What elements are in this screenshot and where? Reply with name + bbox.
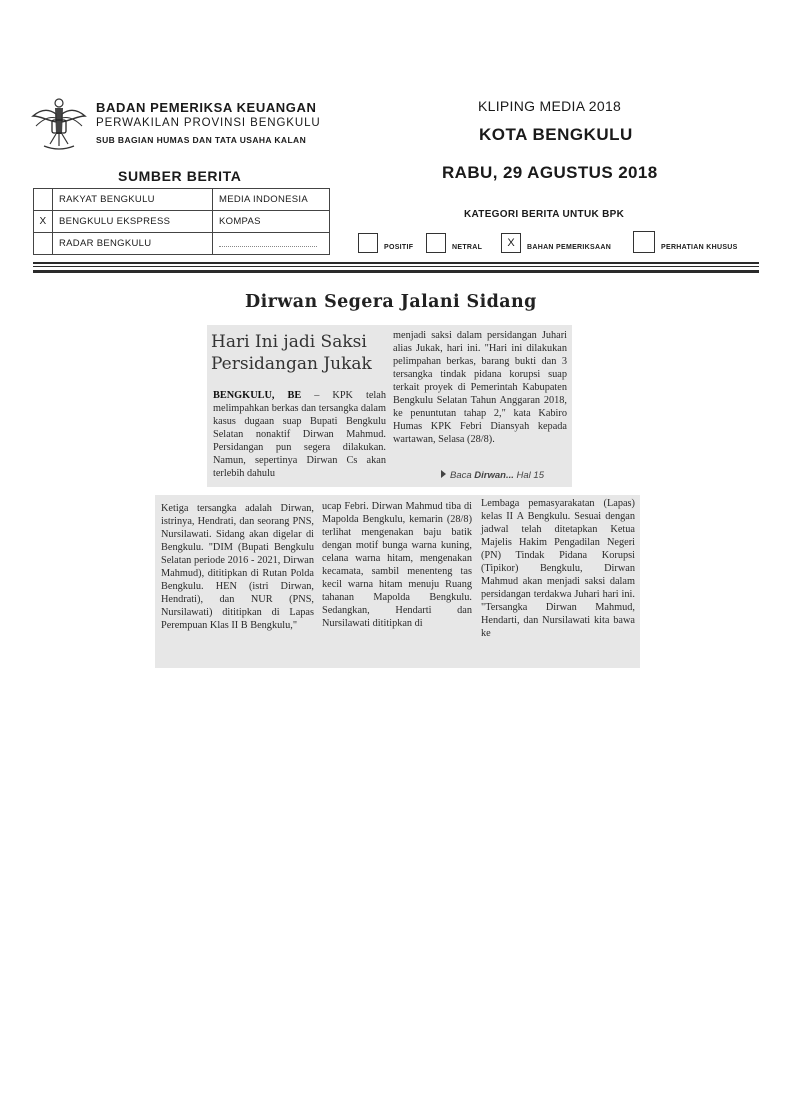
article-column-2: menjadi saksi dalam persidangan Juhari alias Jukak, hari ini. "Hari ini dilakukan pelimpahan berkas, barang bukti dan 3 tersangka tindak pidana korupsi suap terkait proyek di Pemerintah Kabupaten Bengkulu Selatan Tahun Anggaran 2018, ke penuntutan tahap 2," kata Kabiro Humas KPK Febri Diansyah kepada wartawan, Selasa (28/8). <box>393 330 567 445</box>
kategori-netral <box>426 231 482 253</box>
kategori-perhatian-khusus <box>633 231 738 253</box>
kategori-checkbox: X <box>501 233 521 253</box>
kliping-title: KLIPING MEDIA 2018 <box>478 98 622 114</box>
kategori-label: BAHAN PEMERIKSAAN <box>527 244 612 251</box>
article-body-column-1: Ketiga tersangka adalah Dirwan, istrinya, Hendrati, dan seorang PNS, Nursilawati. Sidang akan digelar di Bengkulu. "DIM (Bupati Bengkulu Selatan periode 2016 - 2021, Dirwan Mahmud), dititipkan di Rutan Polda Bengkulu. HEN (istri Dirwan, Hendrati), dan NUR (PNS, Nursilawati) dititipkan di Lapas Perempuan Klas II B Bengkulu," <box>161 503 314 631</box>
source-name: MEDIA INDONESIA <box>213 189 330 211</box>
sumber-berita-title: SUMBER BERITA <box>118 168 242 184</box>
source-name: KOMPAS <box>213 211 330 233</box>
source-checkbox <box>34 189 53 211</box>
article-dateline: BENGKULU, BE <box>213 390 302 401</box>
sumber-berita-table <box>33 188 330 255</box>
header-divider <box>33 262 759 264</box>
source-row <box>34 189 330 211</box>
kategori-checkbox <box>358 233 378 253</box>
source-checkbox <box>34 233 53 255</box>
kategori-title: KATEGORI BERITA UNTUK BPK <box>464 209 625 220</box>
article-lead-column: BENGKULU, BE – KPK telah melimpahkan berkas dan tersangka dalam kasus dugaan suap Bupati Bengkulu Selatan nonaktif Dirwan Mahmud. Persidangan pun segera dilakukan. Namun, sepertinya Dirwan Cs akan terlebih dahulu <box>213 390 386 479</box>
article-clipping-bottom <box>155 495 640 668</box>
kategori-checkbox <box>633 231 655 253</box>
article-clipping-top <box>207 325 572 487</box>
city-title: KOTA BENGKULU <box>479 125 633 144</box>
garuda-emblem-logo <box>30 94 88 154</box>
kategori-checkbox <box>426 233 446 253</box>
source-name: RADAR BENGKULU <box>53 233 213 255</box>
kategori-label: PERHATIAN KHUSUS <box>661 244 738 251</box>
continued-link[interactable]: Baca Dirwan... Hal 15 <box>441 470 544 481</box>
source-blank-line <box>213 233 330 255</box>
play-triangle-icon <box>441 470 446 478</box>
header-divider <box>33 270 759 273</box>
kategori-bahan-pemeriksaan <box>501 231 611 253</box>
org-subdivision: SUB BAGIAN HUMAS DAN TATA USAHA KALAN <box>96 135 307 145</box>
article-subheadline: Hari Ini jadi Saksi Persidangan Jukak <box>211 332 372 374</box>
source-row <box>34 233 330 255</box>
article-body-column-2: ucap Febri. Dirwan Mahmud tiba di Mapolda Bengkulu, kemarin (28/8) terlihat mengenakan baju batik dengan motif bunga warna kuning, celana warna hitam, mengenakan kecamata, sambil menenteng tas kecil warna hitam menuju Ruang tahanan Mapolda Bengkulu. Sedangkan, Hendarti dan Nursilawati dititipkan di <box>322 501 472 629</box>
article-body-column-3: Lembaga pemasyarakatan (Lapas) kelas II A Bengkulu. Sesuai dengan jadwal telah ditetapkan Ketua Majelis Hakim Pengadilan Negeri (PN) Tindak Pidana Korupsi (Tipikor) Bengkulu, Dirwan Mahmud akan menjadi saksi dalam persidangan terdakwa Juhari hari ini. "Tersangka Dirwan Mahmud, Hendarti, dan Nursilawati kita bawa ke <box>481 498 635 639</box>
source-name: BENGKULU EKSPRESS <box>53 211 213 233</box>
source-checkbox: X <box>34 211 53 233</box>
source-name: RAKYAT BENGKULU <box>53 189 213 211</box>
org-branch: PERWAKILAN PROVINSI BENGKULU <box>96 117 321 129</box>
org-name: BADAN PEMERIKSA KEUANGAN <box>96 100 317 115</box>
header-divider <box>33 266 759 267</box>
kategori-label: POSITIF <box>384 244 414 251</box>
article-headline: Dirwan Segera Jalani Sidang <box>245 292 537 312</box>
clipping-date: RABU, 29 AGUSTUS 2018 <box>442 163 658 182</box>
kategori-positif <box>358 231 413 253</box>
kategori-label: NETRAL <box>452 244 483 251</box>
source-row <box>34 211 330 233</box>
